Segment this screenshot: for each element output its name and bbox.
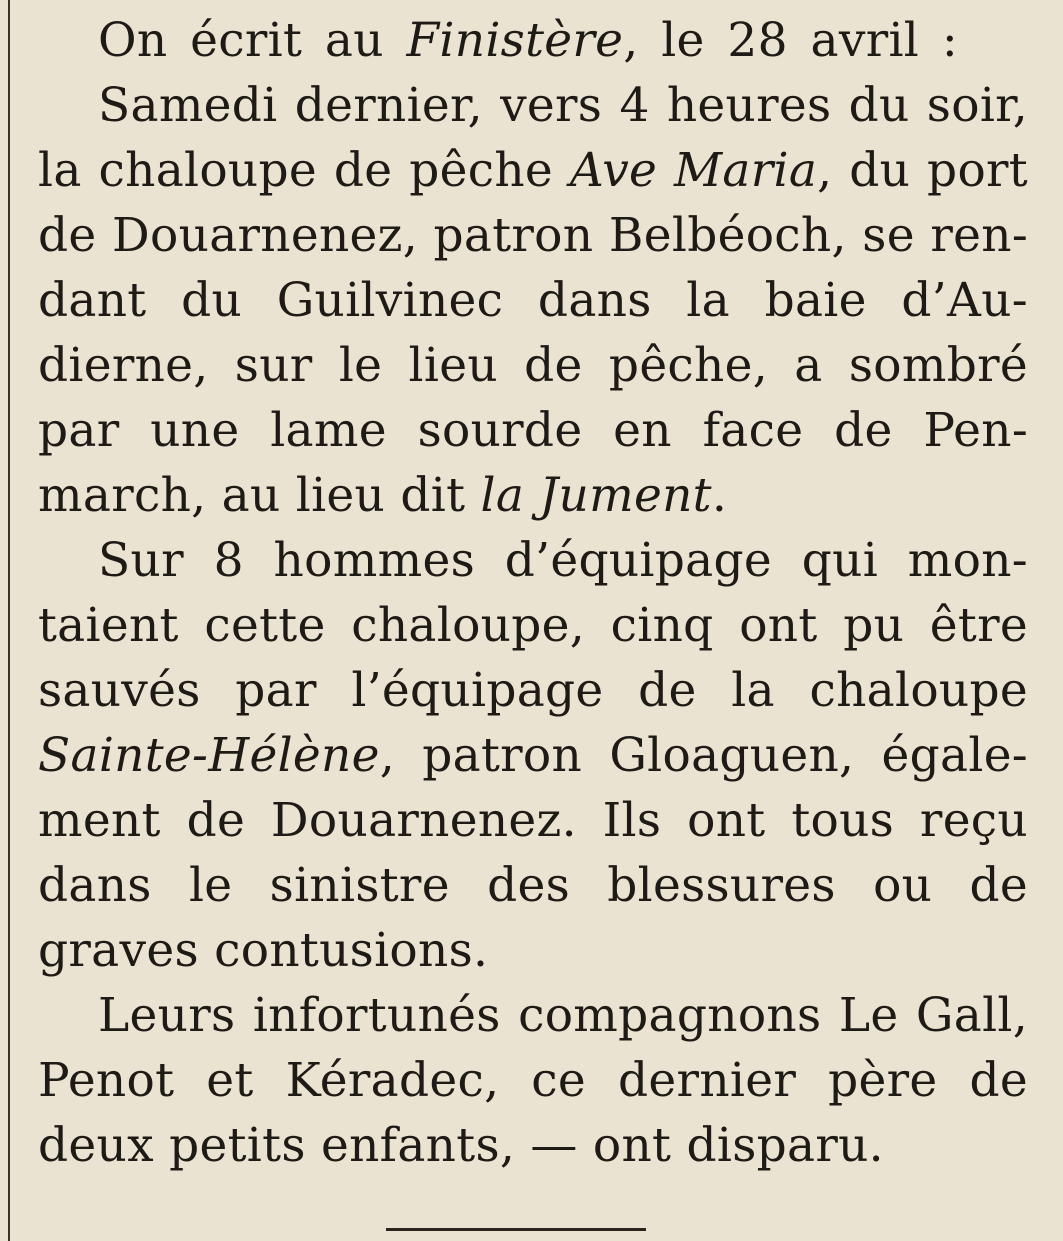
paragraph-3-line-1: Leurs infortunés compagnons Le Gall, — [98, 988, 1028, 1043]
paragraph-1-line-4: dant du Guilvinec dans la baie d’Au- — [38, 273, 1028, 328]
paragraph-2-line-2: taient cette chaloupe, cinq ont pu être — [38, 598, 1028, 653]
line-text: la chaloupe de pêche — [38, 143, 570, 198]
paragraph-3-line-2: Penot et Kéradec, ce dernier père de — [38, 1053, 1028, 1108]
line-text: march, au lieu dit — [38, 468, 481, 523]
paragraph-1-line-3: de Douarnenez, patron Belbéoch, se ren- — [38, 208, 1028, 263]
paragraph-2-line-5: ment de Douarnenez. Ils ont tous reçu — [38, 793, 1028, 848]
paragraph-1-line-1: Samedi dernier, vers 4 heures du soir, — [98, 78, 1028, 133]
paragraph-2-line-7: graves contusions. — [38, 923, 489, 978]
paragraph-3-line-3: deux petits enfants, — ont disparu. — [38, 1118, 884, 1173]
article-body — [38, 8, 1028, 1178]
line-text: , patron Gloaguen, égale- — [379, 728, 1028, 783]
section-divider — [386, 1228, 646, 1231]
place-name: la Jument — [480, 468, 712, 523]
paragraph-2-line-3: sauvés par l’équipage de la chaloupe — [38, 663, 1028, 718]
paragraph-1-line-2 — [38, 138, 1028, 203]
dateline-text: On écrit au — [98, 13, 407, 68]
dateline — [38, 8, 1028, 73]
boat-name: Ave Maria — [569, 143, 818, 198]
paragraph-1-line-5: dierne, sur le lieu de pêche, a sombré — [38, 338, 1028, 393]
dateline-date: , le 28 avril : — [623, 13, 958, 68]
dateline-place: Finistère — [406, 13, 624, 68]
line-text: . — [711, 468, 728, 523]
line-text: , du port — [817, 143, 1028, 198]
paragraph-1-line-7 — [38, 463, 1028, 528]
paragraph-1-line-6: par une lame sourde en face de Pen- — [38, 403, 1028, 458]
paragraph-2-line-4 — [38, 723, 1028, 788]
boat-name: Sainte-Hélène — [38, 728, 380, 783]
paragraph-2-line-1: Sur 8 hommes d’équipage qui mon- — [98, 533, 1028, 588]
column-rule — [8, 0, 10, 1241]
paragraph-2-line-6: dans le sinistre des blessures ou de — [38, 858, 1028, 913]
